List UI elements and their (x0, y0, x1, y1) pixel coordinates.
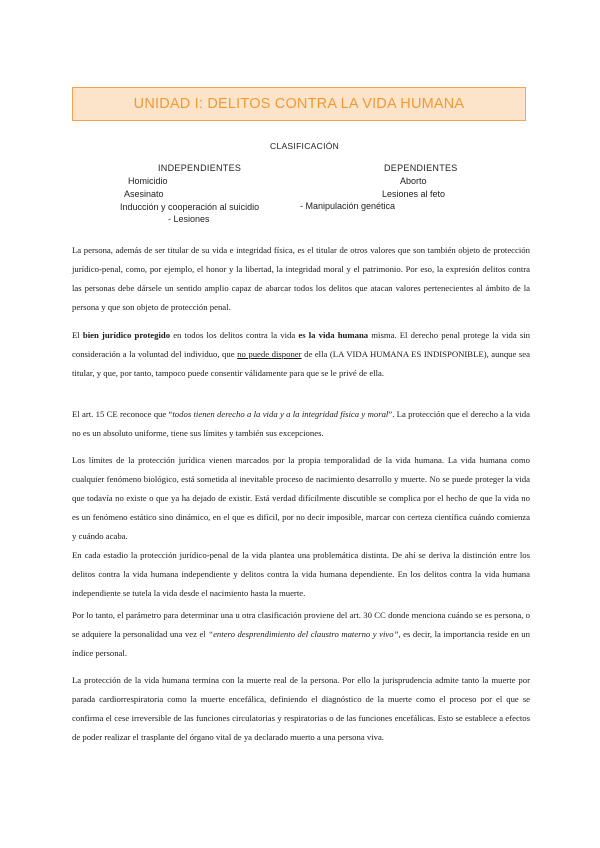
list-item: Asesinato (124, 189, 164, 199)
paragraph-5: En cada estadio la protección jurídico-penal de la vida plantea una problemática distinta. De ahí se deriva la distinción entre los delitos contra la vida humana independiente y delitos contra la vida humana dependiente. En los delitos contra la vida humana independiente se tutela la vida desde el nacimiento hasta la muerte. (72, 550, 530, 598)
list-item: Lesiones al feto (382, 189, 446, 199)
paragraph-4: Los límites de la protección jurídica vienen marcados por la propia temporalidad de la vida humana. La vida humana como cualquier fenómeno biológico, está sometida al inevitable proceso de nacimiento desarrollo y muerte. No se puede proteger la vida que todavía no existe o que ya ha dejado de existir. Está verdad difícilmente discutible se complica por el hecho de que la vida no es un fenómeno estático sino dinámico, en el que es difícil, por no decir imposible, marcar con certeza científica cuándo comienza y cuándo acaba. (72, 455, 530, 541)
list-item: - Manipulación genética (300, 201, 396, 211)
paragraph-2: El bien jurídico protegido en todos los delitos contra la vida es la vida humana misma. El derecho penal protege la vida sin consideración a la voluntad del individuo, que no puede disponer de ella (LA VIDA HUMANA ES INDISPONIBLE), aunque sea titular, y que, por tanto, tampoco puede consentir válidamente para que se le privé de ella. (72, 330, 531, 378)
independent-header: INDEPENDIENTES (158, 163, 242, 173)
list-item: Inducción y cooperación al suicidio (120, 202, 260, 212)
dependent-header: DEPENDIENTES (384, 163, 458, 173)
unit-title: UNIDAD I: DELITOS CONTRA LA VIDA HUMANA (133, 96, 465, 112)
paragraph-6: Por lo tanto, el parámetro para determinar una u otra clasificación proviene del art. 30 CC donde menciona cuándo se es persona, o se adquiere la personalidad una vez el “entero desprendimiento del claustro materno y vivo”, es decir, la importancia reside en un índice personal. (72, 610, 530, 658)
list-item: Aborto (400, 176, 427, 186)
paragraph-7: La protección de la vida humana termina con la muerte real de la persona. Por ello la jurisprudencia admite tanto la muerte por parada cardiorrespiratoria como la muerte encefálica, definiendo el diagnóstico de la muerte como el proceso por el que se confirma el cese irreversible de las funciones circulatorias y respiratorias o de las funciones encefálicas. Esto se establece a efectos de poder realizar el trasplante del órgano vital de ya declarado muerto a una persona viva. (72, 675, 530, 742)
title-banner (72, 87, 526, 121)
list-item: Homicidio (128, 176, 168, 186)
classification-heading: CLASIFICACIÓN (270, 141, 340, 151)
list-item: - Lesiones (168, 214, 210, 224)
paragraph-3: El art. 15 CE reconoce que “todos tienen derecho a la vida y a la integridad física y moral”. La protección que el derecho a la vida no es un absoluto uniforme, tiene sus límites y también sus excepciones. (72, 409, 530, 438)
paragraph-1: La persona, además de ser titular de su vida e integridad física, es el titular de otros valores que son también objeto de protección jurídico-penal, como, por ejemplo, el honor y la libertad, la integridad moral y el patrimonio. Por eso, la expresión delitos contra las personas debe dársele un sentido amplio capaz de abarcar todos los delitos que atacan valores pertenecientes al ámbito de la persona y que son objeto de protección penal. (72, 245, 530, 312)
